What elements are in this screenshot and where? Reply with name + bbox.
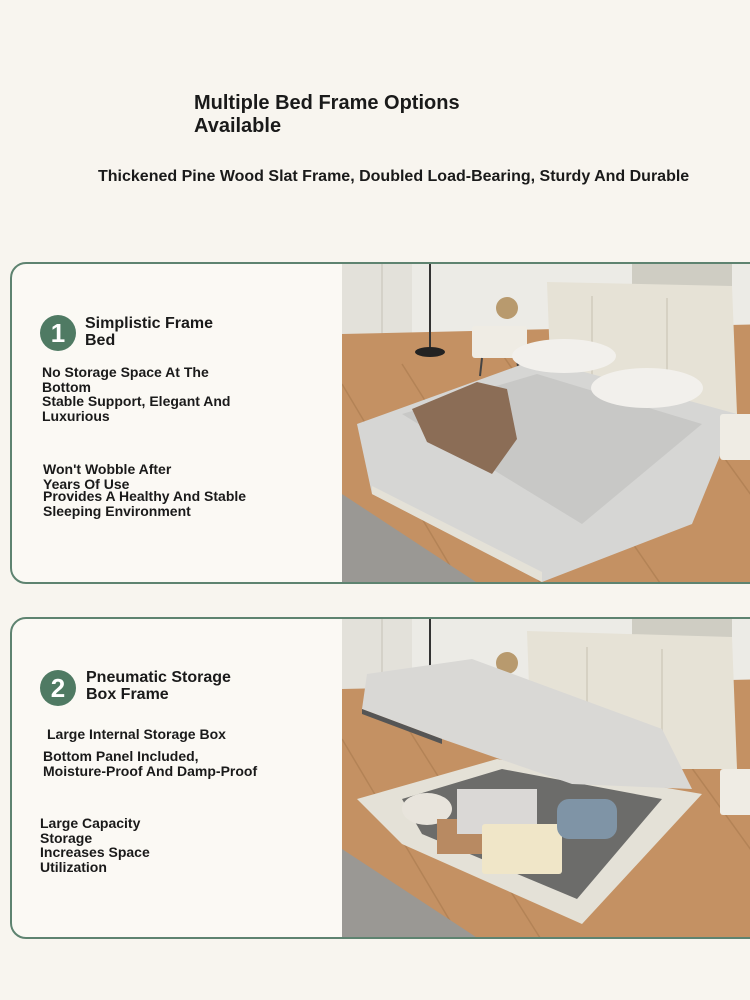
option-card-pneumatic-storage xyxy=(10,617,750,939)
option-title: Simplistic Frame Bed xyxy=(85,315,214,349)
feature-text: Stable Support, Elegant And Luxurious xyxy=(42,393,231,424)
option-title: Pneumatic Storage Box Frame xyxy=(86,669,231,703)
feature-text: No Storage Space At The Bottom xyxy=(42,364,209,395)
feature-text: Bottom Panel Included, Moisture-Proof And Damp-Proof xyxy=(43,748,258,779)
feature-text: Large Capacity Storage Increases Space Utilization xyxy=(40,815,150,875)
bed-frame-photo xyxy=(342,264,750,584)
option-card-simplistic xyxy=(10,262,750,584)
page-subtitle: Thickened Pine Wood Slat Frame, Doubled Load-Bearing, Sturdy And Durable xyxy=(98,168,690,185)
storage-bed-photo xyxy=(342,619,750,939)
page-title: Multiple Bed Frame Options Available xyxy=(194,92,460,137)
number-badge: 1 xyxy=(40,315,76,351)
feature-text: Won't Wobble After Years Of Use xyxy=(43,461,172,492)
feature-text: Provides A Healthy And Stable Sleeping Environment xyxy=(43,488,247,519)
number-badge: 2 xyxy=(40,670,76,706)
feature-text: Large Internal Storage Box xyxy=(47,726,226,742)
